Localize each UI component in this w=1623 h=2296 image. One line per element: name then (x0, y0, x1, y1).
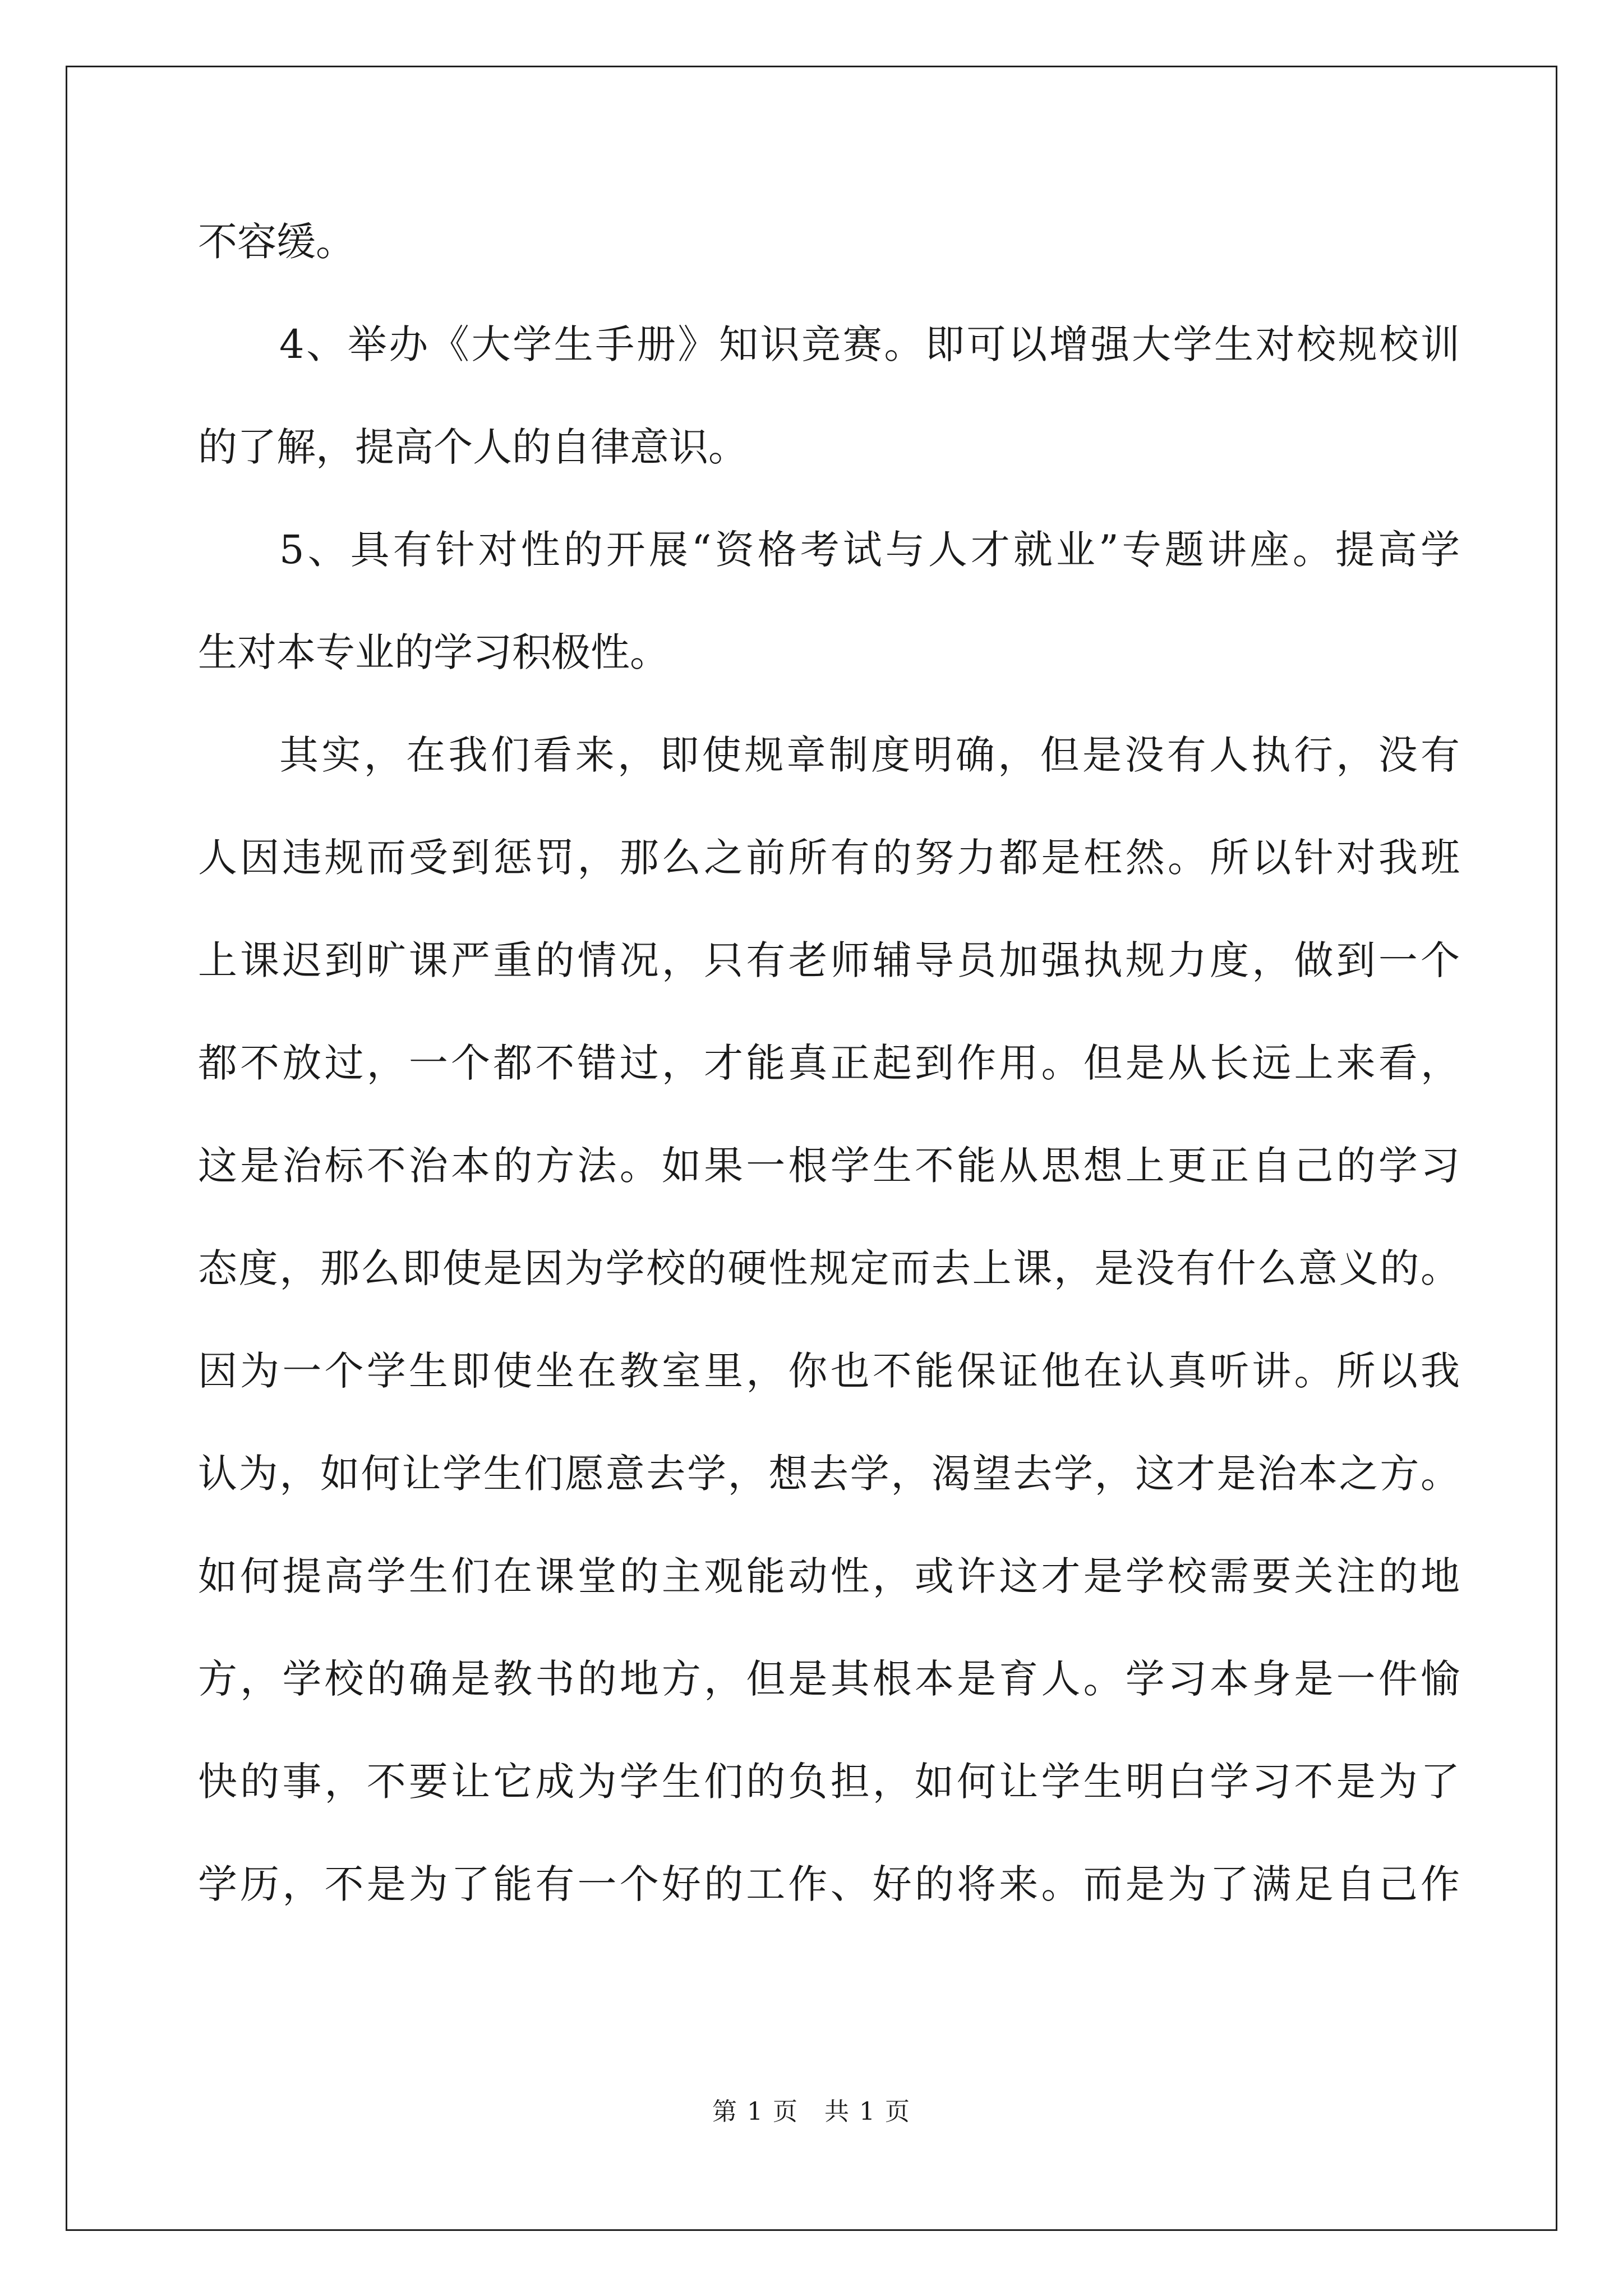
text-line: 如何提高学生们在课堂的主观能动性，或许这才是学校需要关注的地 (198, 1553, 1460, 1599)
text-line: 的了解，提高个人的自律意识。 (198, 424, 748, 470)
text-line: 因为一个学生即使坐在教室里，你也不能保证他在认真听讲。所以我 (198, 1348, 1460, 1394)
text-line: 这是治标不治本的方法。如果一根学生不能从思想上更正自己的学习 (198, 1143, 1460, 1189)
text-line: 不容缓。 (198, 219, 355, 265)
page-number: 第 1 页 共 1 页 (712, 2097, 911, 2126)
text-line: 快的事，不要让它成为学生们的负担，如何让学生明白学习不是为了 (198, 1759, 1460, 1805)
text-line: 态度，那么即使是因为学校的硬性规定而去上课，是没有什么意义的。 (198, 1245, 1460, 1291)
text-line: 5、具有针对性的开展“资格考试与人才就业”专题讲座。提高学 (279, 527, 1460, 573)
text-line: 方，学校的确是教书的地方，但是其根本是育人。学习本身是一件愉 (198, 1656, 1460, 1702)
text-line: 认为，如何让学生们愿意去学，想去学，渴望去学，这才是治本之方。 (198, 1451, 1460, 1497)
text-line: 上课迟到旷课严重的情况，只有老师辅导员加强执规力度，做到一个 (198, 937, 1460, 983)
page-footer (0, 2091, 1623, 2127)
text-line: 人因违规而受到惩罚，那么之前所有的努力都是枉然。所以针对我班 (198, 835, 1460, 881)
document-body (198, 191, 1460, 1936)
text-line: 学历，不是为了能有一个好的工作、好的将来。而是为了满足自己作 (198, 1861, 1460, 1907)
text-line: 都不放过，一个都不错过，才能真正起到作用。但是从长远上来看， (198, 1040, 1460, 1086)
text-line: 4、举办《大学生手册》知识竞赛。即可以增强大学生对校规校训 (279, 321, 1460, 367)
text-line: 其实，在我们看来，即使规章制度明确，但是没有人执行，没有 (279, 732, 1460, 778)
text-line: 生对本专业的学习积极性。 (198, 629, 669, 675)
